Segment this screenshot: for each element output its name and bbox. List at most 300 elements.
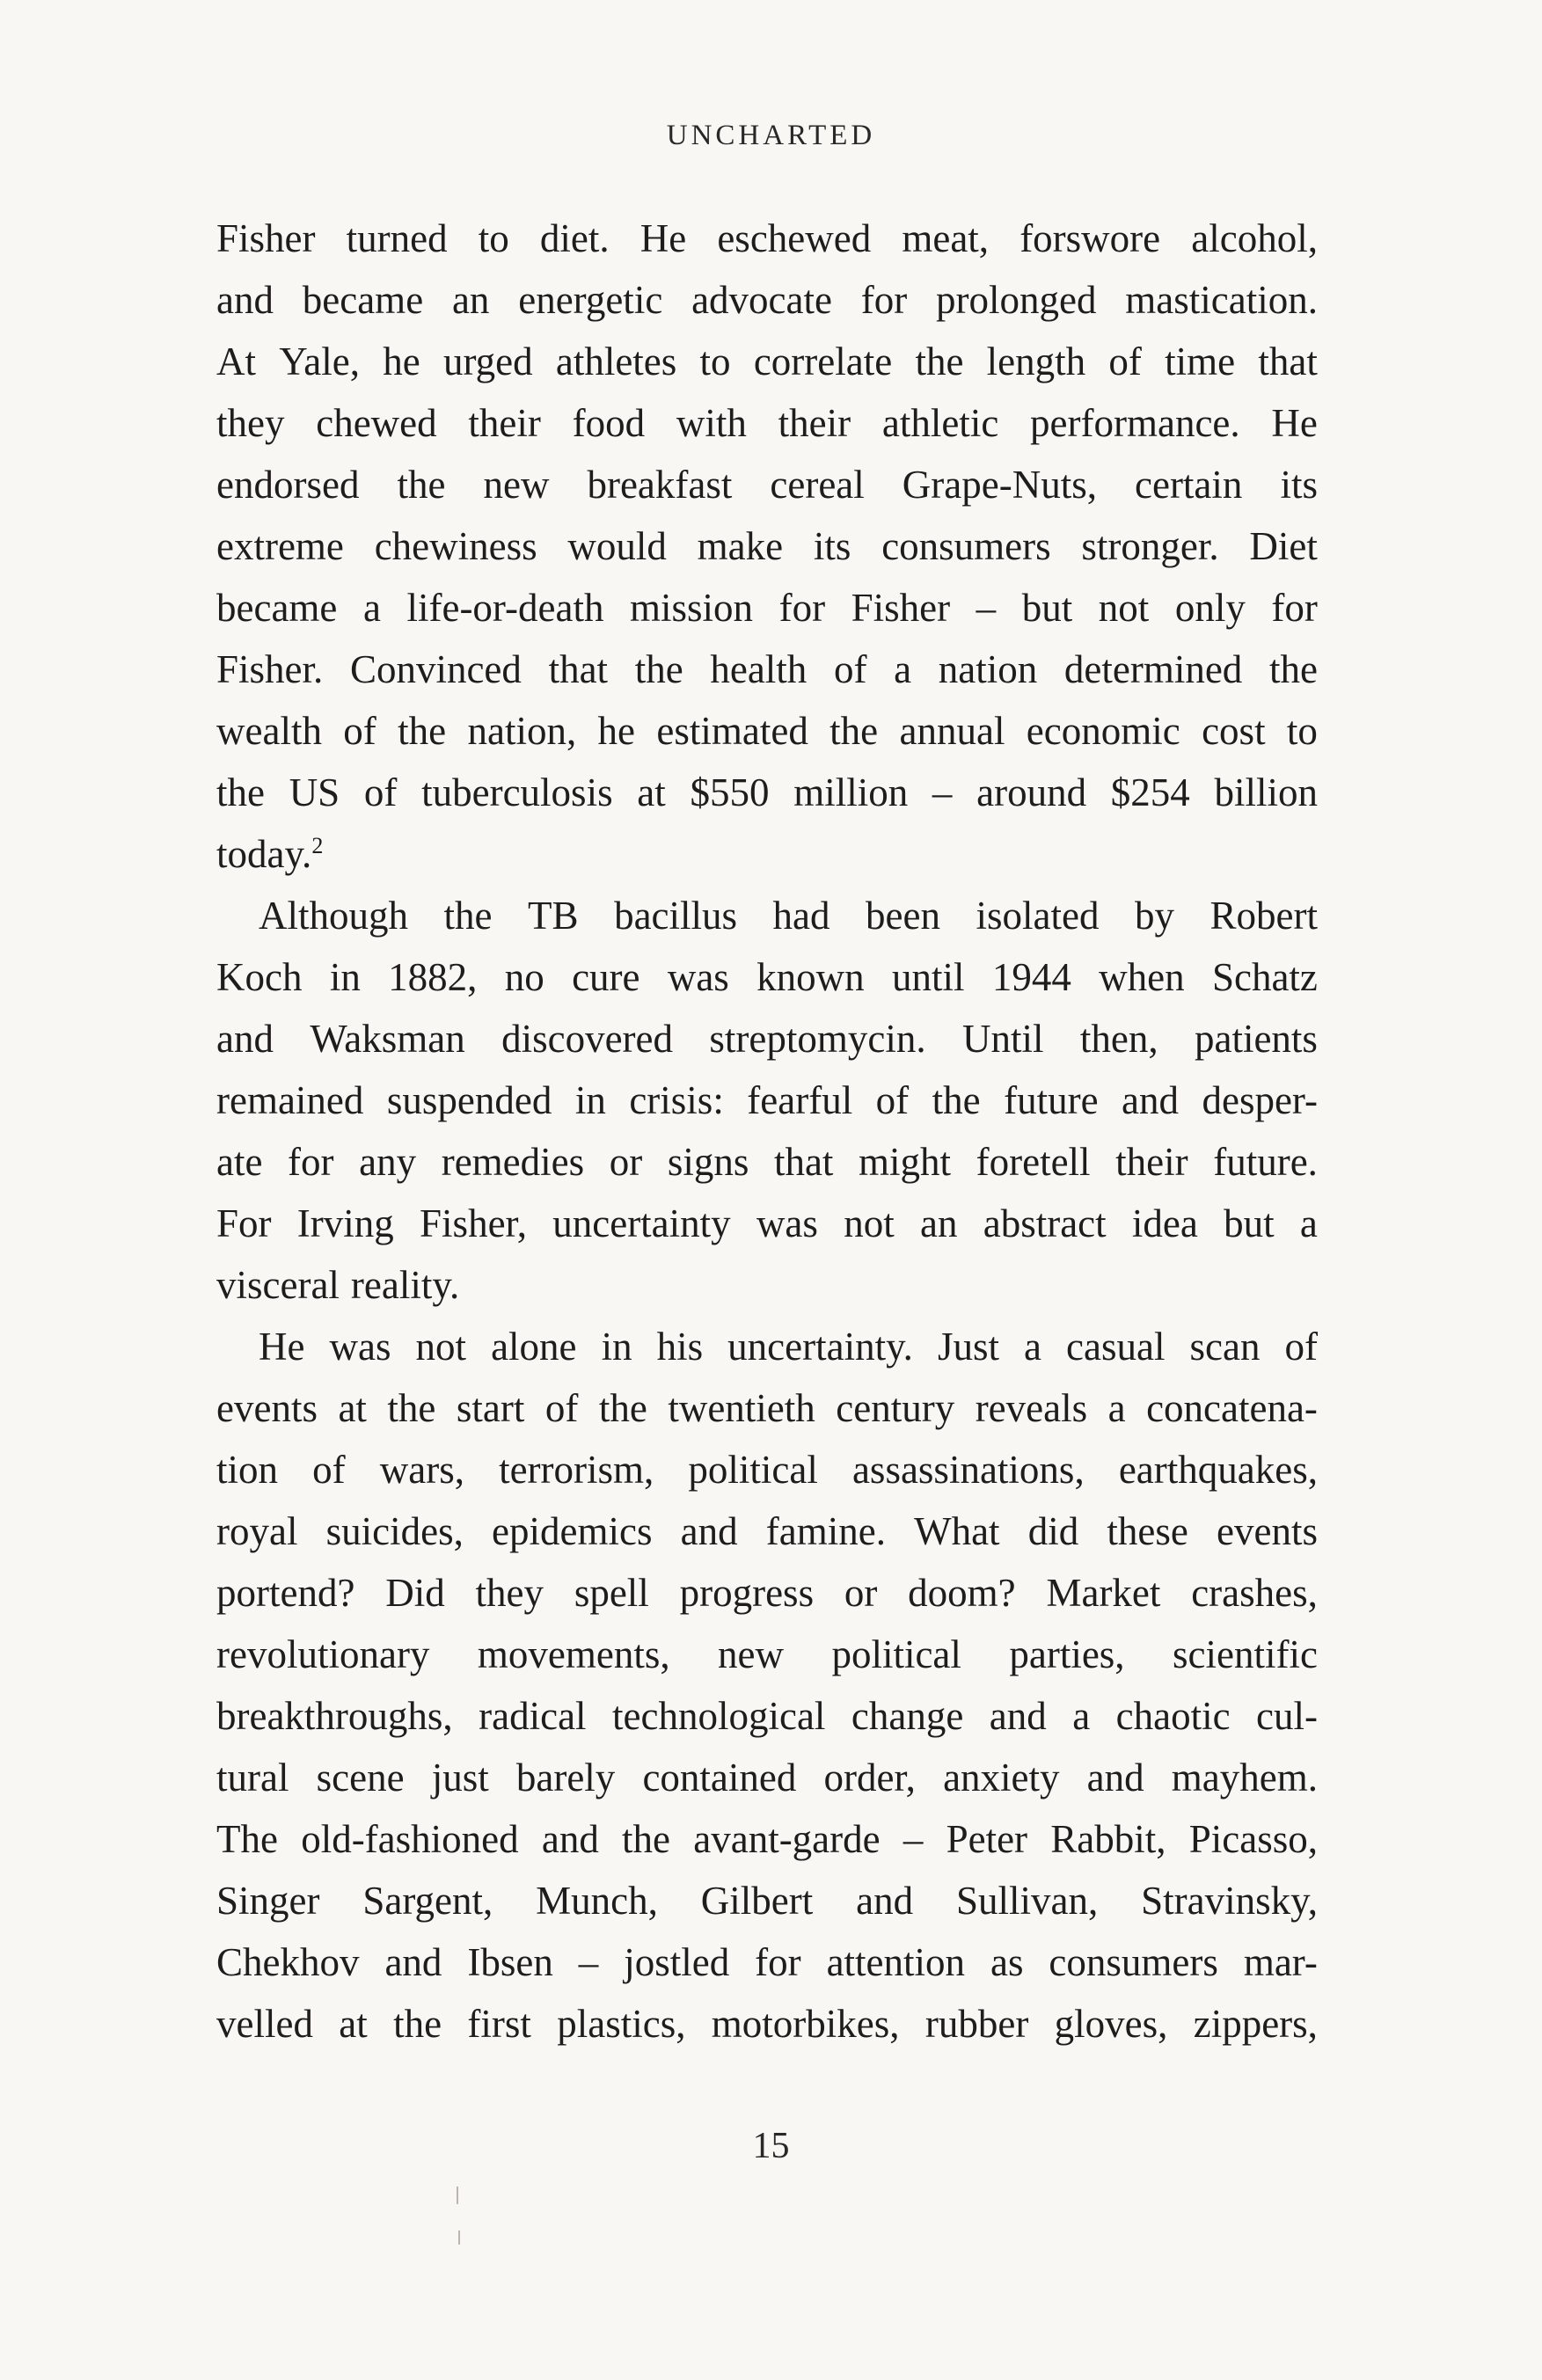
- word: signs: [667, 1140, 749, 1184]
- word: Irving: [296, 1201, 394, 1245]
- word: –: [903, 1817, 924, 1861]
- word: Yale,: [279, 339, 360, 383]
- text-line: [216, 1747, 1318, 1808]
- word: cost: [1202, 709, 1266, 753]
- word: abstract: [983, 1201, 1107, 1245]
- word: political: [688, 1448, 818, 1492]
- word: estimated: [656, 709, 808, 753]
- word: Stravinsky,: [1141, 1879, 1318, 1923]
- word: attention: [826, 1940, 966, 1984]
- word: crisis:: [629, 1078, 724, 1122]
- word: in: [329, 955, 361, 999]
- text-line: [216, 639, 1318, 700]
- word: future: [1004, 1078, 1099, 1122]
- word: isolated: [976, 894, 1100, 938]
- word: might: [859, 1140, 952, 1184]
- word: Ibsen: [467, 1940, 553, 1984]
- word: cure: [572, 955, 640, 999]
- word: royal: [216, 1509, 298, 1553]
- word: Grape-Nuts,: [902, 463, 1097, 507]
- word: or: [844, 1571, 878, 1615]
- word: for: [860, 278, 908, 322]
- text-line: [216, 1316, 1318, 1377]
- word: rubber: [924, 2002, 1029, 2046]
- word: but: [1224, 1201, 1275, 1245]
- word: was: [667, 955, 729, 999]
- word: in: [601, 1325, 632, 1369]
- word: Gilbert: [700, 1879, 814, 1923]
- word: that: [548, 647, 609, 691]
- word: Just: [937, 1325, 999, 1369]
- word: Munch,: [536, 1879, 658, 1923]
- text-line: [216, 1008, 1318, 1070]
- word: he: [597, 709, 636, 753]
- word: had: [772, 894, 830, 938]
- word: to: [1286, 709, 1318, 753]
- word: of: [544, 1386, 579, 1430]
- word: alone: [491, 1325, 577, 1369]
- word: became: [216, 586, 338, 630]
- text-line: [216, 946, 1318, 1008]
- word: and: [216, 278, 274, 322]
- text-line: [216, 1377, 1318, 1439]
- word: scene: [316, 1756, 405, 1800]
- word: patients: [1194, 1017, 1318, 1061]
- word: Did: [385, 1571, 445, 1615]
- word: –: [976, 586, 997, 630]
- word: at: [338, 1386, 367, 1430]
- text-line: [216, 823, 1318, 885]
- text-line: [216, 1131, 1318, 1193]
- word: mission: [630, 586, 754, 630]
- word: not: [844, 1201, 895, 1245]
- word: Singer: [216, 1879, 320, 1923]
- word: Rabbit,: [1050, 1817, 1166, 1861]
- text-line: [216, 885, 1318, 946]
- word: of: [1108, 339, 1142, 383]
- word: Chekhov: [216, 1940, 360, 1984]
- word: 1882,: [388, 955, 478, 999]
- word: chewed: [316, 401, 437, 445]
- word: Although: [259, 894, 409, 938]
- word: forswore: [1019, 216, 1161, 260]
- word: of: [312, 1448, 346, 1492]
- word: mar-: [1243, 1940, 1318, 1984]
- word: but: [1021, 586, 1073, 630]
- word: Fisher,: [420, 1201, 527, 1245]
- word: of: [343, 709, 376, 753]
- word: billion: [1214, 770, 1318, 814]
- word: motorbikes,: [711, 2002, 900, 2046]
- word: streptomycin.: [709, 1017, 926, 1061]
- word: Robert: [1209, 894, 1318, 938]
- word: revolutionary: [216, 1632, 430, 1676]
- word: make: [697, 524, 784, 568]
- word: not: [1098, 586, 1150, 630]
- word: jostled: [624, 1940, 730, 1984]
- word: their: [1115, 1140, 1188, 1184]
- word: Waksman: [310, 1017, 465, 1061]
- word: the: [387, 1386, 436, 1430]
- word: his: [656, 1325, 704, 1369]
- word: diet.: [539, 216, 610, 260]
- word: an: [451, 278, 490, 322]
- word: length: [986, 339, 1086, 383]
- word: they: [216, 401, 285, 445]
- word: chewiness: [374, 524, 537, 568]
- text-line: [216, 1500, 1318, 1562]
- word: not: [415, 1325, 467, 1369]
- word: What: [914, 1509, 1000, 1553]
- word: events: [1217, 1509, 1318, 1553]
- word: became: [302, 278, 424, 322]
- word: century: [836, 1386, 955, 1430]
- word: At: [216, 339, 256, 383]
- text-line: [216, 1931, 1318, 1993]
- word: spell: [574, 1571, 649, 1615]
- word: order,: [823, 1756, 916, 1800]
- word: desper-: [1202, 1078, 1318, 1122]
- word: the: [1268, 647, 1318, 691]
- word: just: [431, 1756, 489, 1800]
- word: the: [915, 339, 964, 383]
- word: time: [1165, 339, 1236, 383]
- word: technological: [612, 1694, 826, 1738]
- text-line: [216, 269, 1318, 331]
- word: its: [813, 524, 851, 568]
- word: when: [1099, 955, 1185, 999]
- word: of: [875, 1078, 910, 1122]
- footnote-marker: 2: [311, 833, 324, 858]
- word: nation,: [467, 709, 577, 753]
- word: would: [567, 524, 667, 568]
- word: and: [1086, 1756, 1144, 1800]
- word: and: [541, 1817, 599, 1861]
- word: wars,: [379, 1448, 464, 1492]
- word: the: [398, 709, 447, 753]
- word: was: [756, 1201, 818, 1245]
- text-line: [216, 1870, 1318, 1931]
- word: future.: [1213, 1140, 1318, 1184]
- text-line: [216, 1685, 1318, 1747]
- word: parties,: [1009, 1632, 1125, 1676]
- word: a: [1107, 1386, 1126, 1430]
- word: new: [718, 1632, 785, 1676]
- word: cul-: [1256, 1694, 1318, 1738]
- word: breakthroughs,: [216, 1694, 453, 1738]
- word: He: [1271, 401, 1318, 445]
- word: uncertainty.: [727, 1325, 913, 1369]
- word: economic: [1026, 709, 1180, 753]
- word: and: [384, 1940, 442, 1984]
- text-line: [216, 515, 1318, 577]
- word: Peter: [946, 1817, 1028, 1861]
- word: meat,: [902, 216, 990, 260]
- word: chaotic: [1115, 1694, 1231, 1738]
- word: start: [456, 1386, 525, 1430]
- word: Fisher: [851, 586, 951, 630]
- word: portend?: [216, 1571, 355, 1615]
- word: the: [397, 463, 446, 507]
- word: velled: [216, 2002, 313, 2046]
- word: these: [1107, 1509, 1188, 1553]
- word: political: [831, 1632, 961, 1676]
- word: certain: [1135, 463, 1243, 507]
- text-line: [216, 1993, 1318, 2055]
- word: mayhem.: [1171, 1756, 1318, 1800]
- word: Picasso,: [1188, 1817, 1318, 1861]
- word: around: [976, 770, 1087, 814]
- word: they: [475, 1571, 544, 1615]
- word: by: [1135, 894, 1174, 938]
- text-line: [216, 1562, 1318, 1624]
- word: fearful: [747, 1078, 853, 1122]
- word: was: [329, 1325, 391, 1369]
- word: scan: [1189, 1325, 1261, 1369]
- word: He: [259, 1325, 305, 1369]
- word: events: [216, 1386, 318, 1430]
- word: the: [829, 709, 879, 753]
- word: mastication.: [1125, 278, 1318, 322]
- scan-mark: [458, 2230, 460, 2245]
- word: no: [504, 955, 544, 999]
- word: energetic: [518, 278, 663, 322]
- word: their: [468, 401, 541, 445]
- word: concatena-: [1146, 1386, 1318, 1430]
- word: he: [383, 339, 420, 383]
- word: food: [572, 401, 646, 445]
- word: foretell: [976, 1140, 1091, 1184]
- word: eschewed: [717, 216, 872, 260]
- word: to: [478, 216, 509, 260]
- word: plastics,: [557, 2002, 686, 2046]
- word: that: [1258, 339, 1318, 383]
- word: old-fashioned: [301, 1817, 519, 1861]
- word: 1944: [991, 955, 1071, 999]
- word: any: [359, 1140, 417, 1184]
- word: a: [1299, 1201, 1318, 1245]
- word: Fisher.: [216, 647, 324, 691]
- word: or: [609, 1140, 643, 1184]
- word: for: [778, 586, 826, 630]
- word: the: [216, 770, 265, 814]
- word: correlate: [753, 339, 893, 383]
- text-line: [216, 392, 1318, 454]
- word: TB: [528, 894, 579, 938]
- word: barely: [515, 1756, 616, 1800]
- word: determined: [1063, 647, 1243, 691]
- word: The: [216, 1817, 278, 1861]
- word: and: [1122, 1078, 1179, 1122]
- word: idea: [1131, 1201, 1198, 1245]
- word: movements,: [477, 1632, 670, 1676]
- word: life-or-death: [406, 586, 604, 630]
- word: and: [856, 1879, 914, 1923]
- word: did: [1027, 1509, 1079, 1553]
- word: discovered: [501, 1017, 673, 1061]
- text-line: [216, 1254, 1318, 1316]
- word: of: [363, 770, 398, 814]
- word: known: [756, 955, 865, 999]
- word: remedies: [441, 1140, 585, 1184]
- word: For: [216, 1201, 272, 1245]
- word: –: [578, 1940, 599, 1984]
- word: zippers,: [1193, 2002, 1318, 2046]
- word: and: [216, 1017, 274, 1061]
- word: and: [989, 1694, 1047, 1738]
- word: contained: [642, 1756, 797, 1800]
- text-line: [216, 762, 1318, 823]
- word: tural: [216, 1756, 289, 1800]
- text-line: [216, 454, 1318, 515]
- word: twentieth: [668, 1386, 815, 1430]
- scan-mark: [457, 2187, 458, 2204]
- text-line: [216, 577, 1318, 639]
- word: million: [793, 770, 909, 814]
- word: the: [622, 1817, 671, 1861]
- word: and: [680, 1509, 738, 1553]
- word: stronger.: [1081, 524, 1219, 568]
- word: consumers: [1049, 1940, 1218, 1984]
- body-text: [216, 208, 1318, 2055]
- word: alcohol,: [1191, 216, 1318, 260]
- text-line: [216, 700, 1318, 762]
- word: avant-garde: [693, 1817, 881, 1861]
- text-line: [216, 1624, 1318, 1685]
- word: casual: [1066, 1325, 1166, 1369]
- word: famine.: [765, 1509, 886, 1553]
- word: ate: [216, 1140, 263, 1184]
- text-line: [216, 1439, 1318, 1500]
- word: today.$^2$: [216, 832, 324, 876]
- word: then,: [1079, 1017, 1158, 1061]
- word: Until: [961, 1017, 1044, 1061]
- word: $550: [690, 770, 770, 814]
- running-head: UNCHARTED: [666, 120, 876, 151]
- word: performance.: [1030, 401, 1240, 445]
- word: tuberculosis: [421, 770, 613, 814]
- word: been: [866, 894, 940, 938]
- word: Diet: [1249, 524, 1318, 568]
- word: extreme: [216, 524, 344, 568]
- word: the: [634, 647, 683, 691]
- word: new: [483, 463, 550, 507]
- word: gloves,: [1054, 2002, 1168, 2046]
- word: cereal: [770, 463, 865, 507]
- word: Schatz: [1211, 955, 1318, 999]
- word: until: [891, 955, 965, 999]
- word: Sargent,: [362, 1879, 493, 1923]
- page-number: 15: [752, 2126, 790, 2166]
- word: turned: [346, 216, 448, 260]
- word: the: [393, 2002, 442, 2046]
- word: tion: [216, 1448, 279, 1492]
- word: scientific: [1173, 1632, 1318, 1676]
- word: Market: [1046, 1571, 1161, 1615]
- word: a: [1024, 1325, 1041, 1369]
- word: suspended: [386, 1078, 552, 1122]
- word: nation: [938, 647, 1038, 691]
- word: anxiety: [943, 1756, 1060, 1800]
- word: at: [339, 2002, 368, 2046]
- word: He: [639, 216, 687, 260]
- word: wealth: [216, 709, 322, 753]
- word: urged: [442, 339, 533, 383]
- word: Koch: [216, 955, 303, 999]
- word: bacillus: [614, 894, 738, 938]
- word: a: [1072, 1694, 1091, 1738]
- word: of: [1284, 1325, 1318, 1369]
- word: terrorism,: [499, 1448, 654, 1492]
- word: radical: [479, 1694, 587, 1738]
- word: the: [443, 894, 493, 938]
- word: –: [932, 770, 953, 814]
- word: reality.: [350, 1263, 460, 1307]
- text-line: [216, 1070, 1318, 1131]
- word: advocate: [691, 278, 832, 322]
- word: health: [710, 647, 808, 691]
- word: as: [990, 1940, 1024, 1984]
- word: Fisher: [216, 216, 316, 260]
- word: an: [919, 1201, 958, 1245]
- word: earthquakes,: [1118, 1448, 1318, 1492]
- word: change: [851, 1694, 964, 1738]
- word: athletic: [881, 401, 999, 445]
- word: uncertainty: [552, 1201, 731, 1245]
- word: epidemics: [492, 1509, 653, 1553]
- word: reveals: [975, 1386, 1088, 1430]
- word: in: [574, 1078, 606, 1122]
- word: for: [288, 1140, 334, 1184]
- word: of: [833, 647, 867, 691]
- word: its: [1280, 463, 1318, 507]
- word: first: [467, 2002, 531, 2046]
- word: doom?: [908, 1571, 1016, 1615]
- word: assassinations,: [851, 1448, 1085, 1492]
- word: for: [755, 1940, 801, 1984]
- text-line: [216, 208, 1318, 269]
- word: with: [676, 401, 747, 445]
- word: the: [598, 1386, 647, 1430]
- word: visceral: [216, 1263, 340, 1307]
- word: breakfast: [587, 463, 733, 507]
- word: that: [773, 1140, 834, 1184]
- word: to: [699, 339, 731, 383]
- word: consumers: [881, 524, 1051, 568]
- word: progress: [679, 1571, 815, 1615]
- text-line: [216, 331, 1318, 392]
- word: prolonged: [936, 278, 1097, 322]
- text-line: [216, 1193, 1318, 1254]
- word: endorsed: [216, 463, 360, 507]
- word: crashes,: [1191, 1571, 1318, 1615]
- word: only: [1174, 586, 1246, 630]
- word: remained: [216, 1078, 364, 1122]
- word: athletes: [555, 339, 677, 383]
- word: suicides,: [325, 1509, 464, 1553]
- word: for: [1271, 586, 1318, 630]
- word: their: [778, 401, 851, 445]
- text-line: [216, 1808, 1318, 1870]
- word: annual: [899, 709, 1005, 753]
- word: $254: [1110, 770, 1190, 814]
- word: at: [637, 770, 666, 814]
- word: a: [362, 586, 381, 630]
- word: US: [289, 770, 340, 814]
- word: Sullivan,: [955, 1879, 1099, 1923]
- word: the: [932, 1078, 981, 1122]
- word: a: [894, 647, 912, 691]
